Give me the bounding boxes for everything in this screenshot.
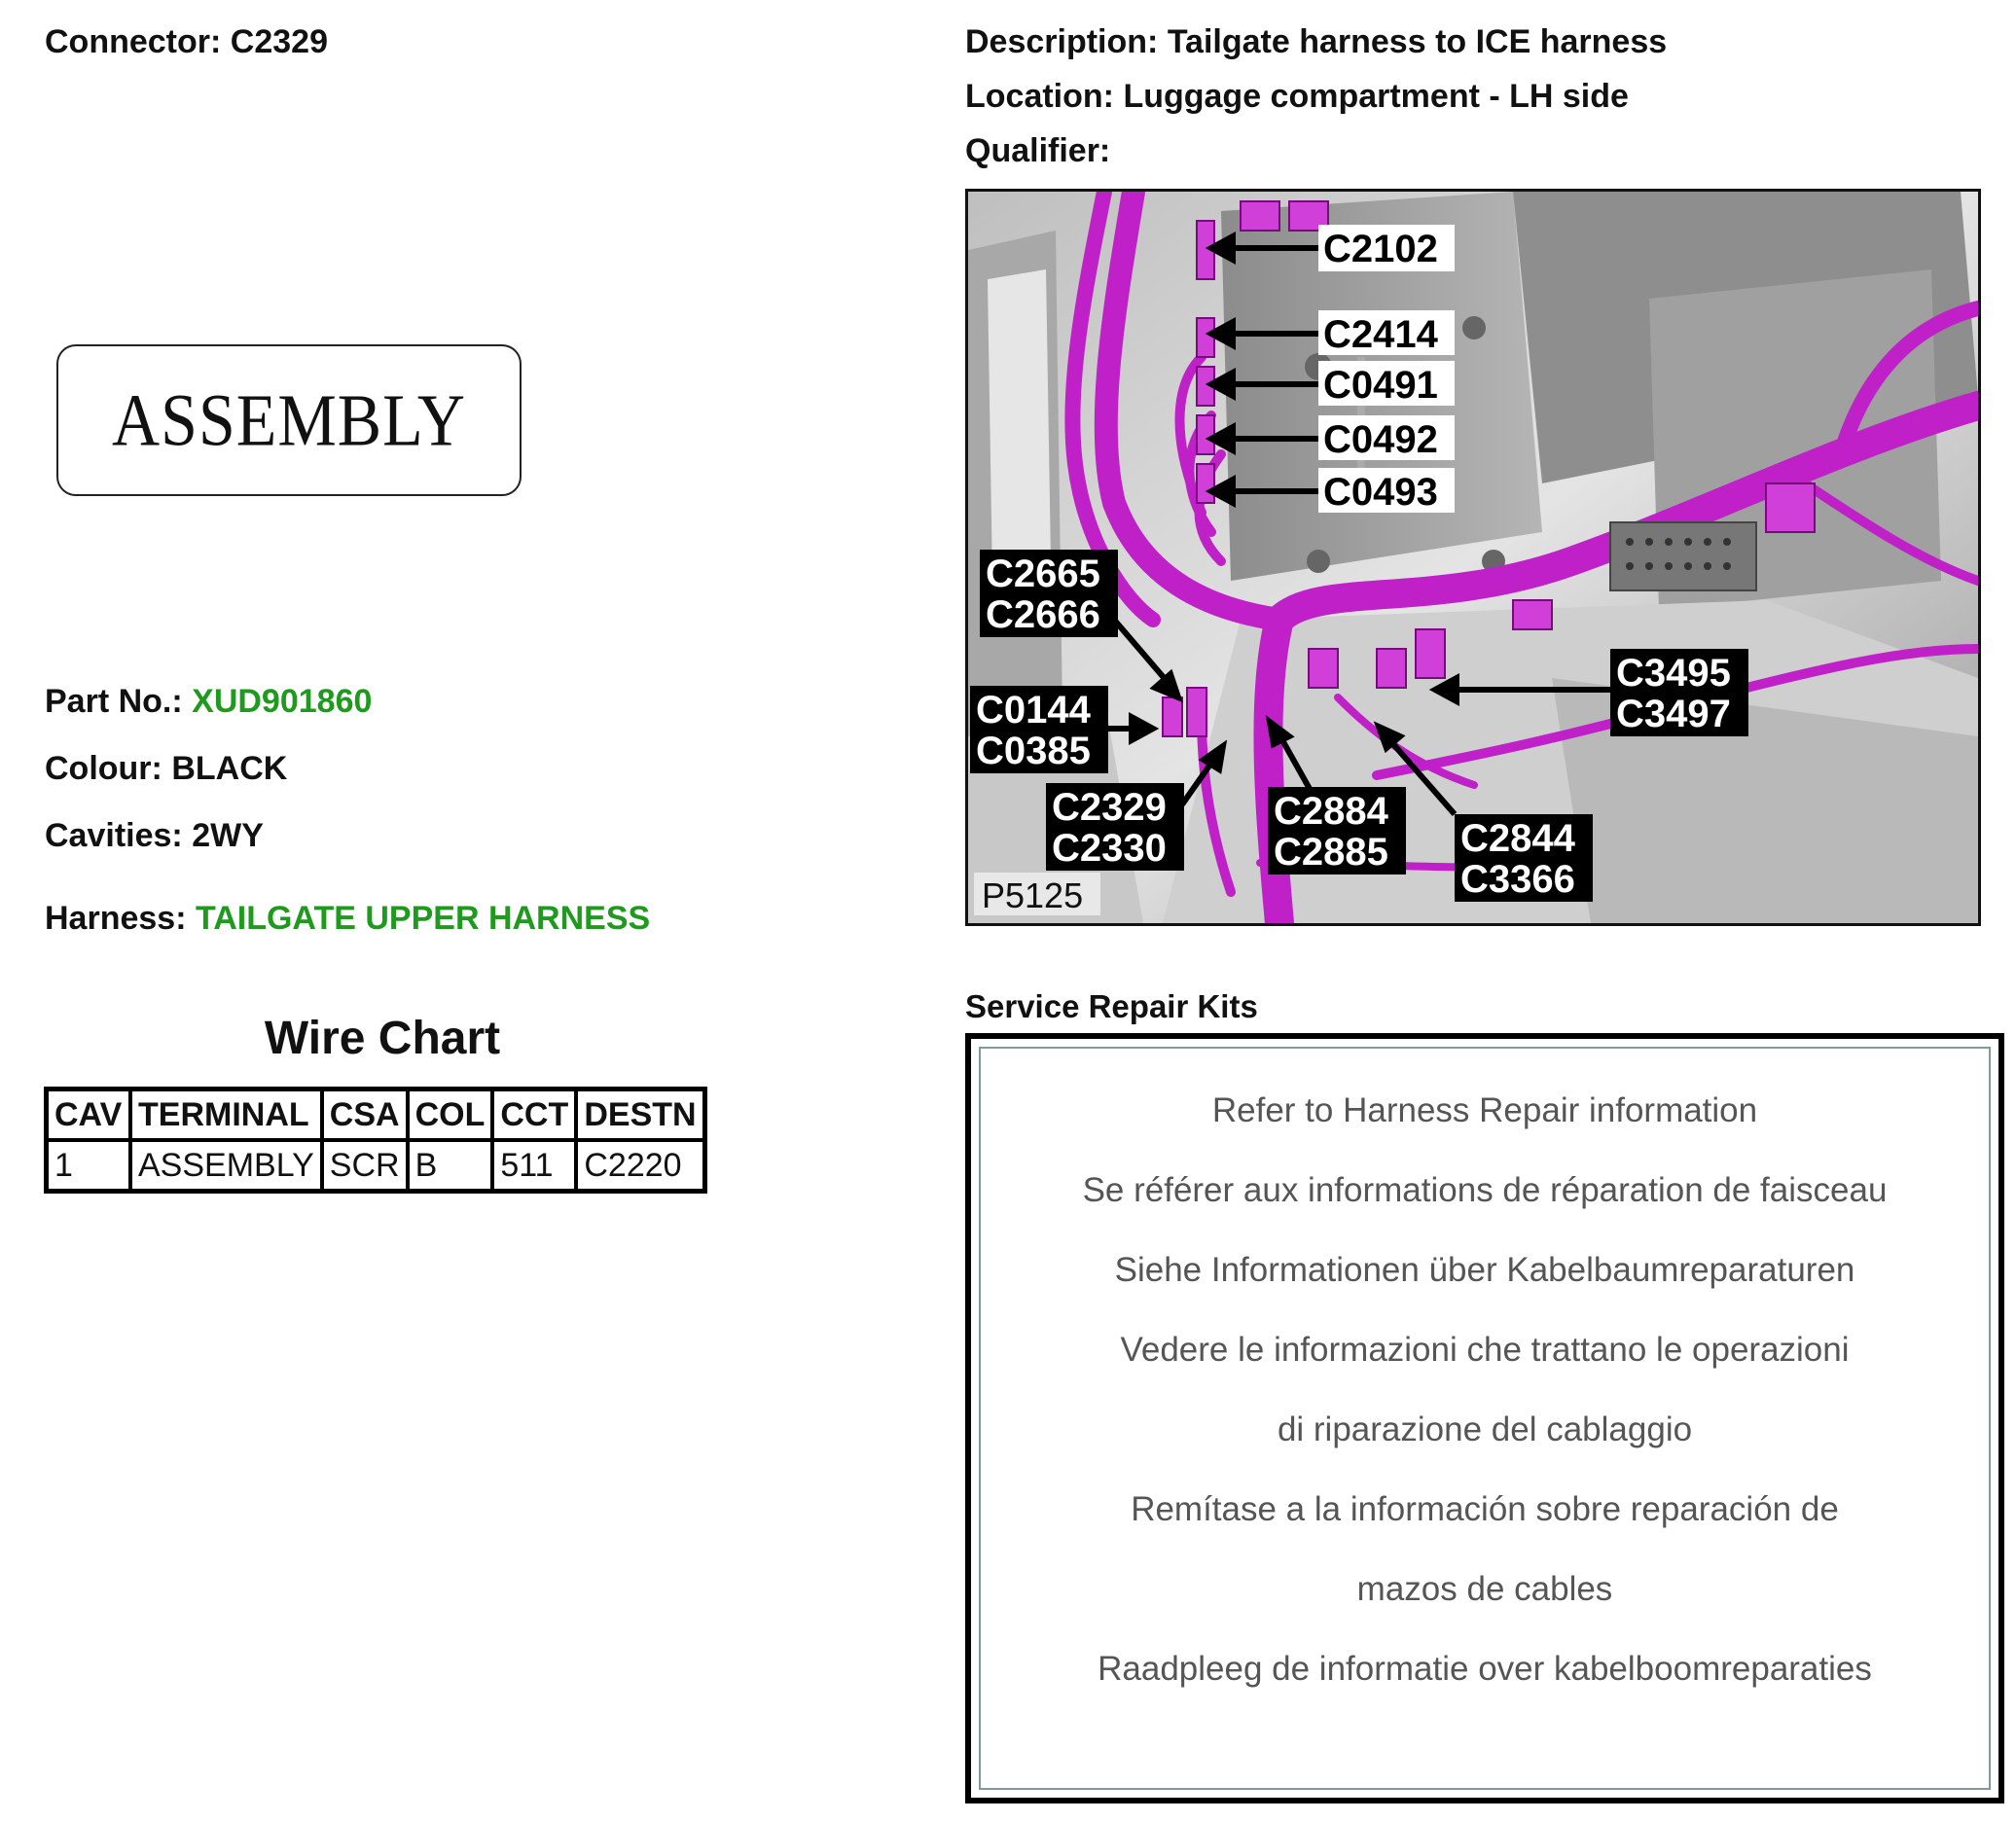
column-header: DESTN	[576, 1089, 704, 1141]
callout-c2102: C2102	[1323, 228, 1438, 270]
connector-value: C2329	[230, 23, 328, 60]
column-header: TERMINAL	[130, 1089, 322, 1141]
assembly-drawing	[56, 344, 522, 496]
colour-label: Colour:	[45, 750, 162, 787]
column-header: CCT	[492, 1089, 576, 1141]
callout-c2666: C2666	[986, 593, 1100, 636]
part-no-value[interactable]: XUD901860	[192, 683, 373, 720]
table-cell: B	[408, 1140, 493, 1192]
column-header: CAV	[47, 1089, 131, 1141]
qualifier-line	[965, 132, 1110, 170]
repair-kit-line: Remítase a la información sobre reparación de	[1131, 1490, 1839, 1528]
connector-label: Connector:	[45, 23, 222, 60]
callout-c0492: C0492	[1323, 418, 1438, 461]
photo-ref: P5125	[982, 875, 1084, 915]
harness-label: Harness:	[45, 900, 187, 937]
cavities-label: Cavities:	[45, 817, 183, 854]
repair-kit-line: Refer to Harness Repair information	[1211, 1091, 1758, 1129]
column-header: COL	[408, 1089, 493, 1141]
callout-c0491: C0491	[1323, 364, 1438, 407]
connector-line	[45, 23, 328, 61]
callout-c2329: C2329	[1052, 786, 1167, 829]
table-header-row	[47, 1089, 705, 1141]
repair-kit-line: Vedere le informazioni che trattano le operazioni	[1120, 1331, 1850, 1369]
description-line	[965, 23, 1667, 61]
cavities-value: 2WY	[192, 817, 264, 854]
colour-value: BLACK	[171, 750, 288, 787]
column-header: CSA	[322, 1089, 408, 1141]
repair-kit-line: mazos de cables	[1356, 1570, 1613, 1608]
description-value: Tailgate harness to ICE harness	[1167, 23, 1668, 60]
table-cell: 511	[492, 1140, 576, 1192]
callout-c2844: C2844	[1460, 817, 1575, 860]
table-row	[47, 1140, 705, 1192]
part-no-line	[45, 683, 372, 721]
location-photo	[965, 189, 1981, 926]
repair-kits-inner	[979, 1047, 1991, 1790]
callout-c2884: C2884	[1274, 790, 1388, 833]
cavities-line	[45, 817, 264, 855]
location-line	[965, 78, 1629, 116]
repair-kits-box	[965, 1033, 2004, 1803]
table-cell: ASSEMBLY	[130, 1140, 322, 1192]
callout-c2414: C2414	[1323, 313, 1438, 356]
callout-c2330: C2330	[1052, 827, 1167, 870]
callout-c0144: C0144	[976, 689, 1091, 732]
harness-illustration	[968, 192, 1978, 923]
repair-kit-line: Raadpleeg de informatie over kabelboomreparaties	[1098, 1650, 1872, 1688]
harness-line	[45, 900, 650, 938]
callout-c0385: C0385	[976, 730, 1091, 772]
callout-c3495: C3495	[1616, 652, 1731, 695]
callout-c0493: C0493	[1323, 471, 1438, 514]
part-no-label: Part No.:	[45, 683, 183, 720]
assembly-text: ASSEMBLY	[112, 377, 466, 461]
repair-kit-line: Se référer aux informations de réparation de faisceau	[1082, 1171, 1888, 1209]
location-value: Luggage compartment - LH side	[1123, 78, 1629, 115]
wire-chart-table	[44, 1087, 707, 1194]
table-cell: 1	[47, 1140, 131, 1192]
wire-chart-title: Wire Chart	[264, 1013, 501, 1064]
colour-line	[45, 750, 287, 788]
table-cell: SCR	[322, 1140, 408, 1192]
location-label: Location:	[965, 78, 1114, 115]
callout-c2665: C2665	[986, 553, 1100, 595]
table-cell: C2220	[576, 1140, 704, 1192]
harness-value[interactable]: TAILGATE UPPER HARNESS	[195, 900, 651, 937]
repair-kits-title: Service Repair Kits	[965, 988, 1258, 1024]
callout-c3497: C3497	[1616, 693, 1731, 735]
description-label: Description:	[965, 23, 1159, 60]
repair-kit-line: di riparazione del cablaggio	[1277, 1410, 1693, 1448]
qualifier-label: Qualifier:	[965, 132, 1111, 169]
callout-c3366: C3366	[1460, 858, 1575, 901]
callout-c2885: C2885	[1274, 831, 1388, 874]
repair-kit-line: Siehe Informationen über Kabelbaumreparaturen	[1114, 1251, 1855, 1289]
